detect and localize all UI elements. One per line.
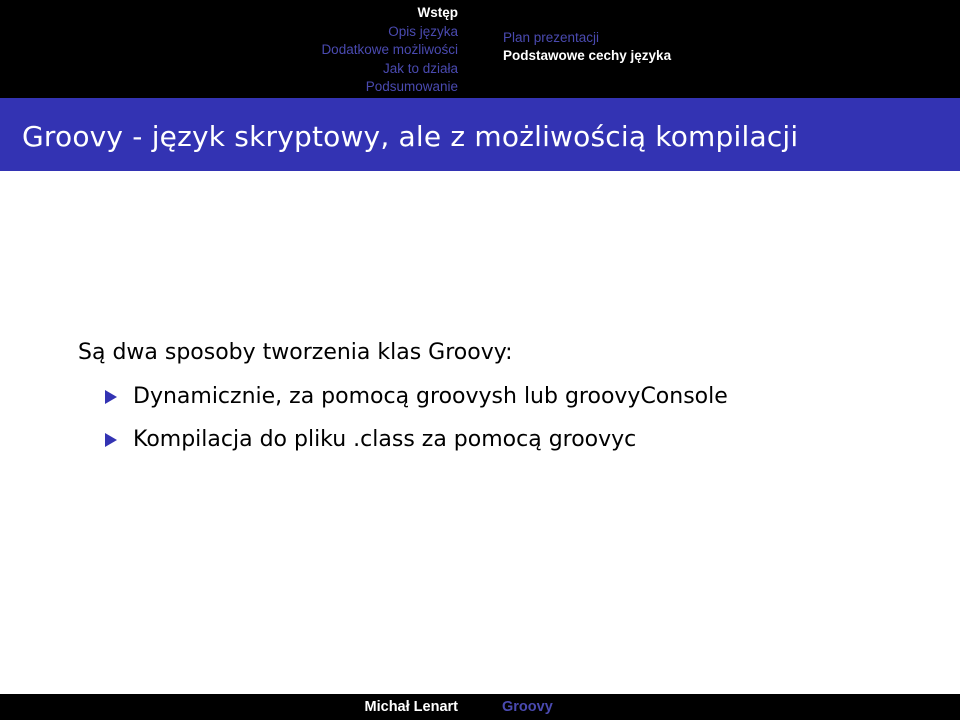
nav-section-wstep[interactable]: Wstęp: [417, 5, 458, 20]
nav-section-dodatkowe-mozliwosci[interactable]: Dodatkowe możliwości: [321, 42, 458, 57]
nav-section-jak-to-dziala[interactable]: Jak to działa: [382, 60, 458, 76]
frame-title-bar: [0, 98, 960, 171]
footer: [0, 694, 960, 720]
subsection-navigation: [503, 29, 671, 65]
nav-subsection-podstawowe-cechy[interactable]: Podstawowe cechy języka: [503, 48, 672, 63]
list-item-text: Dynamicznie, za pomocą groovysh lub groovyConsole: [133, 384, 728, 409]
author-name: Michał Lenart: [364, 699, 458, 715]
bullet-list: [78, 375, 938, 461]
frame-title: Groovy - język skryptowy, ale z możliwością kompilacji: [22, 120, 799, 153]
list-item: [78, 375, 938, 418]
footer-title: [480, 694, 960, 720]
triangle-bullet-icon: [105, 390, 117, 404]
intro-text: Są dwa sposoby tworzenia klas Groovy:: [78, 340, 513, 365]
section-navigation: [0, 0, 480, 98]
slide-content: [78, 337, 938, 461]
nav-subsection-plan-prezentacji[interactable]: Plan prezentacji: [503, 30, 600, 45]
navigation-header: [0, 0, 960, 98]
list-item: [78, 418, 938, 461]
presentation-title: Groovy: [502, 699, 553, 715]
nav-section-opis-jezyka[interactable]: Opis języka: [388, 23, 458, 39]
triangle-bullet-icon: [105, 433, 117, 447]
footer-author: [0, 694, 480, 720]
nav-section-podsumowanie[interactable]: Podsumowanie: [365, 79, 458, 94]
list-item-text: Kompilacja do pliku .class za pomocą groovyc: [133, 427, 637, 452]
